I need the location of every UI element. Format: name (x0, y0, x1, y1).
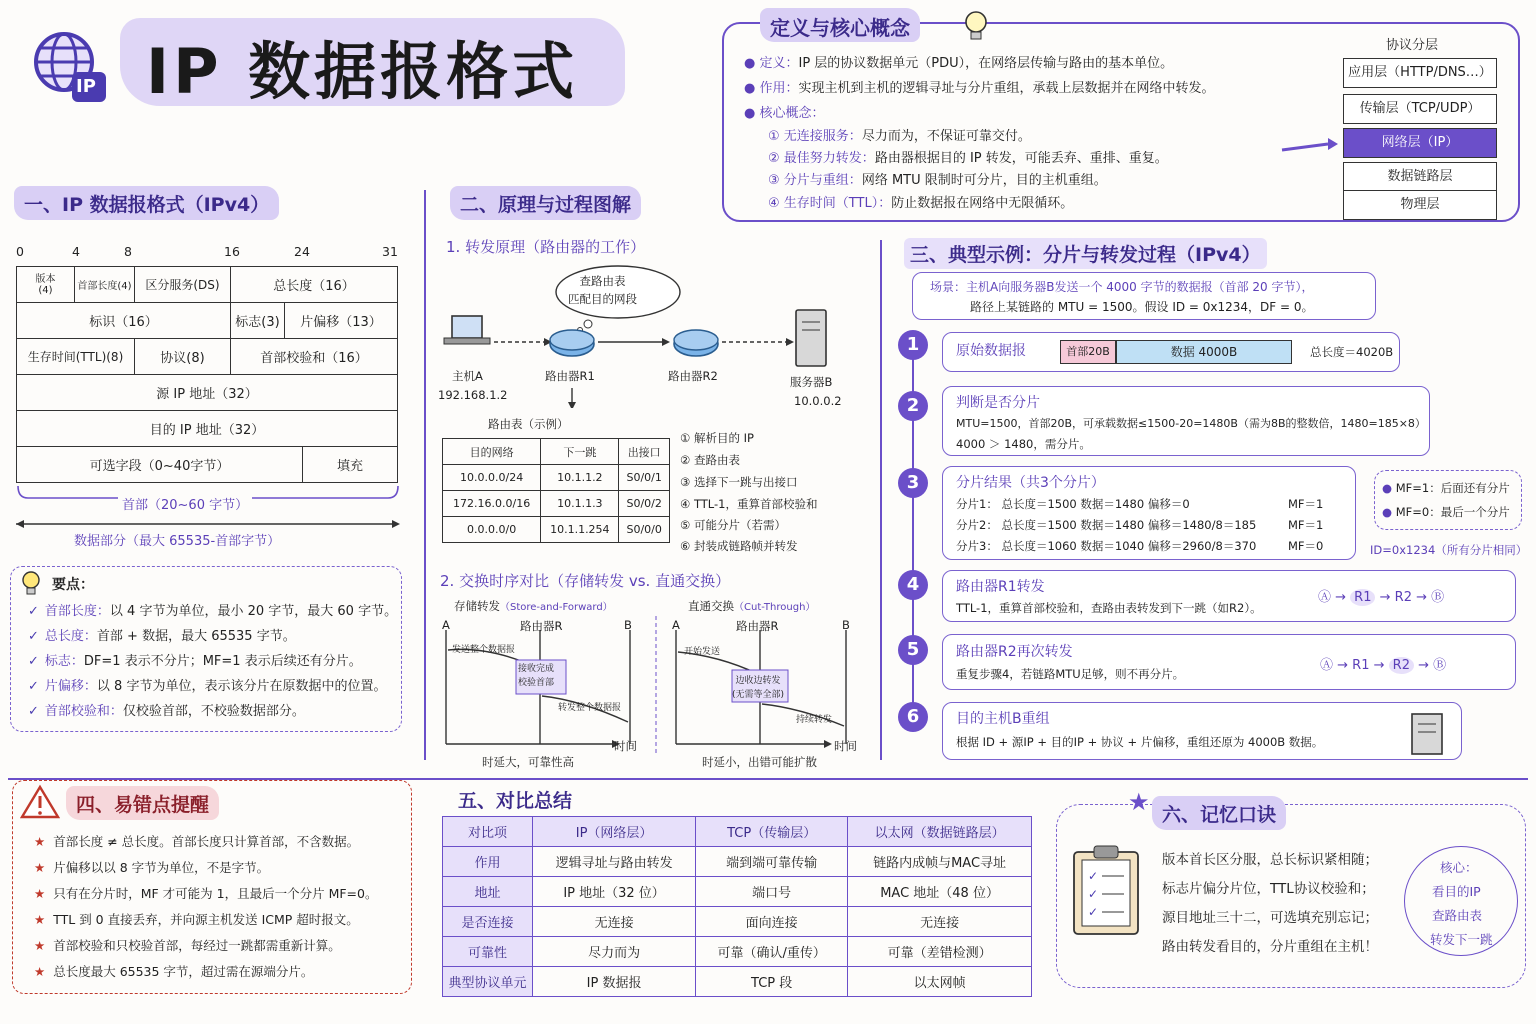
section5-title: 五、对比总结 (458, 790, 573, 812)
bit-16: 16 (224, 244, 240, 259)
sf-box: 接收完成 校验首部 (518, 664, 555, 688)
table-row: 0.0.0.0/0 10.1.1.254 S0/0/0 (443, 517, 670, 543)
def-item-2: ● 作用：实现主机到主机的逻辑寻址与分片重组，承载上层数据并在网络中转发。 (744, 81, 1215, 96)
field-checksum: 首部校验和（16） (231, 339, 398, 375)
mnemonic-line-2: 标志片偏分片位，TTL协议校验和； (1162, 881, 1375, 897)
layers-title: 协议分层 (1386, 38, 1439, 53)
sf-label-2: 转发整个数据报 (558, 703, 622, 713)
router-step-1: ① 解析目的 IP (680, 431, 754, 445)
id-note: ID=0x1234（所有分片相同） (1370, 543, 1528, 557)
fragment-row-1: 分片1： 总长度＝1500 数据＝1480 偏移＝0 (956, 497, 1190, 511)
layer-application: 应用层（HTTP/DNS…） (1343, 58, 1497, 88)
step4-path: Ⓐ → R1 → R2 → Ⓑ (1318, 590, 1445, 605)
field-ttl: 生存时间(TTL)(8) (17, 339, 135, 375)
step1-title: 原始数据报 (956, 343, 1026, 359)
comparison-table: 对比项 IP（网络层） TCP（传输层） 以太网（数据链路层） 作用 逻辑寻址与路由转发 端到端可靠传输 链路内成帧与MAC寻址 地址 IP 地址（32 位） 端口号 MAC 地址（48 位） 是否连接 无连接 面向连接 无连接 可靠性 尽力而为 可靠（确认/重传） 可靠（差错检测） 典型协议单元 IP 数据报 TCP 段 以太网帧 (442, 816, 1032, 997)
concept-3: ③ 分片与重组：网络 MTU 限制时可分片，目的主机重组。 (768, 173, 1107, 188)
field-total-length: 总长度（16） (231, 267, 398, 303)
fragment-row-3: 分片3： 总长度＝1060 数据＝1040 偏移＝2960/8＝370 (956, 539, 1257, 553)
section3-title: 三、典型示例：分片与转发过程（IPv4） (904, 238, 1267, 269)
page-title: IP 数据报格式 (146, 35, 579, 108)
server-icon (1406, 710, 1452, 756)
step6-title: 目的主机B重组 (956, 711, 1050, 727)
fragment-mf-3: MF＝0 (1288, 539, 1324, 553)
layer-transport: 传输层（TCP/UDP） (1343, 94, 1497, 124)
data-length-label: 数据部分（最大 65535-首部字节） (74, 534, 281, 549)
step5-path: Ⓐ → R1 → R2 → Ⓑ (1320, 658, 1447, 673)
mnemonic-line-4: 路由转发看目的，分片重组在主机！ (1162, 939, 1378, 955)
mistake-3: ★ 只有在分片时，MF 才可能为 1，且最后一个分片 MF=0。 (34, 886, 378, 901)
field-src-ip: 源 IP 地址（32） (17, 375, 398, 411)
lightbulb-icon (18, 568, 44, 598)
table-row: 地址 IP 地址（32 位） 端口号 MAC 地址（48 位） (443, 877, 1032, 907)
field-flags: 标志(3) (231, 303, 285, 339)
step4-line: TTL-1，重算首部校验和，查路由表转发到下一跳（如R2）。 (956, 601, 1262, 615)
section4-title: 四、易错点提醒 (66, 786, 219, 820)
bit-0: 0 (16, 244, 24, 259)
arrow-right-icon (1280, 138, 1338, 158)
def-item-3: ● 核心概念： (744, 106, 825, 121)
field-dst-ip: 目的 IP 地址（32） (17, 411, 398, 447)
router-step-2: ② 查路由表 (680, 453, 740, 467)
time-axis: 时间 (834, 739, 857, 753)
step-number: 3 (898, 468, 928, 498)
table-row: 典型协议单元 IP 数据报 TCP 段 以太网帧 (443, 967, 1032, 997)
key-points-title: 要点： (52, 577, 94, 593)
globe-icon (26, 28, 112, 108)
bit-24: 24 (294, 244, 310, 259)
router-step-4: ④ TTL-1，重算首部校验和 (680, 497, 818, 511)
original-header-bar: 首部20B (1060, 340, 1116, 364)
table-row: 可靠性 尽力而为 可靠（确认/重传） 可靠（差错检测） (443, 937, 1032, 967)
scenario-line-1: 场景：主机A向服务器B发送一个 4000 字节的数据报（首部 20 字节）， (930, 280, 1314, 294)
field-ihl: 首部长度(4) (75, 267, 135, 303)
time-axis: 时间 (614, 739, 637, 753)
def-item-1: ● 定义：IP 层的协议数据单元（PDU），在网络层传输与路由的基本单位。 (744, 56, 1174, 71)
step4-title: 路由器R1转发 (956, 579, 1045, 595)
server-b-ip: 10.0.0.2 (794, 394, 842, 408)
core-title: 核心： (1440, 860, 1478, 875)
original-data-bar: 数据 4000B (1116, 340, 1292, 364)
step-number: 1 (898, 330, 928, 360)
sf-label-1: 发送整个数据报 (452, 645, 516, 655)
ct-label-1: 开始发送 (684, 647, 721, 657)
table-row: 作用 逻辑寻址与路由转发 端到端可靠传输 链路内成帧与MAC寻址 (443, 847, 1032, 877)
concept-4: ④ 生存时间（TTL）：防止数据报在网络中无限循环。 (768, 196, 1074, 211)
divider (880, 240, 882, 760)
table-row: 172.16.0.0/16 10.1.1.3 S0/0/2 (443, 491, 670, 517)
step2-line-2: 4000 ＞ 1480，需分片。 (956, 437, 1091, 451)
fragment-row-2: 分片2： 总长度＝1500 数据＝1480 偏移＝1480/8＝185 (956, 518, 1257, 532)
mistake-2: ★ 片偏移以以 8 字节为单位，不是字节。 (34, 860, 270, 875)
section2-title: 二、原理与过程图解 (450, 186, 641, 220)
key-point-4: ✓ 片偏移：以 8 字节为单位，表示该分片在原数据中的位置。 (28, 679, 387, 694)
timing-router: 路由器R (736, 619, 779, 633)
svg-text:✓: ✓ (1088, 887, 1099, 901)
core-item-1: 看目的IP (1432, 884, 1481, 899)
step3-title: 分片结果（共3个分片） (956, 475, 1105, 491)
warning-icon (20, 784, 60, 820)
timing-b: B (624, 618, 632, 632)
ct-label-2: 持续转发 (796, 715, 833, 725)
step-number: 6 (898, 702, 928, 732)
step6-line: 根据 ID + 源IP + 目的IP + 协议 + 片偏移，重组还原为 4000B 数据。 (956, 735, 1324, 749)
sf-title: 存储转发（Store-and-Forward） (454, 599, 613, 613)
subsection-timing: 2. 交换时序对比（存储转发 vs. 直通交换） (440, 572, 731, 590)
bit-31: 31 (382, 244, 398, 259)
table-row: 10.0.0.0/24 10.1.1.2 S0/0/1 (443, 465, 670, 491)
mistake-4: ★ TTL 到 0 直接丢弃，并向源主机发送 ICMP 超时报文。 (34, 912, 359, 927)
clipboard-icon (1068, 842, 1146, 938)
sf-note: 时延大，可靠性高 (482, 755, 574, 769)
routing-table: 目的网络 下一跳 出接口 10.0.0.0/24 10.1.1.2 S0/0/1 172.16.0.0/16 10.1.1.3 S0/0/2 0.0.0.0/0 10.1.1.254 S0/0/0 (442, 438, 670, 543)
layer-network: 网络层（IP） (1343, 128, 1497, 158)
cloud-text: 查路由表 匹配目的网段 (568, 274, 637, 306)
scenario-line-2: 路径上某链路的 MTU = 1500。假设 ID = 0x1234，DF = 0。 (970, 300, 1314, 314)
field-padding: 填充 (303, 447, 398, 483)
routing-table-title: 路由表（示例） (488, 417, 569, 431)
key-point-1: ✓ 首部长度：以 4 字节为单位，最小 20 字节，最大 60 字节。 (28, 604, 398, 619)
timing-router: 路由器R (520, 619, 563, 633)
mnemonic-line-1: 版本首长区分服，总长标识紧相随； (1162, 852, 1378, 868)
field-fragment-offset: 片偏移（13） (285, 303, 398, 339)
router-step-5: ⑤ 可能分片（若需） (680, 518, 786, 532)
concept-2: ② 最佳努力转发：路由器根据目的 IP 转发，可能丢弃、重排、重复。 (768, 151, 1168, 166)
mistake-6: ★ 总长度最大 65535 字节，超过需在源端分片。 (34, 964, 314, 979)
step-number: 4 (898, 570, 928, 600)
key-point-3: ✓ 标志：DF=1 表示不分片；MF=1 表示后续还有分片。 (28, 654, 362, 669)
mf0-legend: ● MF=0：最后一个分片 (1382, 505, 1510, 519)
concept-1: ① 无连接服务：尽力而为，不保证可靠交付。 (768, 129, 1031, 144)
timing-diagram (440, 616, 870, 756)
subsection-forwarding: 1. 转发原理（路由器的工作） (446, 238, 646, 256)
mnemonic-line-3: 源目地址三十二，可选填充别忘记； (1162, 910, 1378, 926)
field-version: 版本 (4) (17, 267, 75, 303)
ip-header-table (16, 266, 398, 303)
key-point-5: ✓ 首部校验和：仅校验首部，不校验数据部分。 (28, 704, 305, 719)
original-total: 总长度＝4020B (1310, 345, 1394, 359)
definition-title: 定义与核心概念 (760, 8, 920, 42)
step5-line: 重复步骤4，若链路MTU足够，则不再分片。 (956, 667, 1185, 681)
step5-title: 路由器R2再次转发 (956, 644, 1073, 660)
field-protocol: 协议(8) (135, 339, 231, 375)
mistake-1: ★ 首部长度 ≠ 总长度。首部长度只计算首部，不含数据。 (34, 834, 360, 849)
host-a-ip: 192.168.1.2 (438, 388, 508, 402)
field-options: 可选字段（0~40字节） (17, 447, 303, 483)
divider (424, 190, 426, 760)
router-step-6: ⑥ 封装成链路帧并转发 (680, 539, 798, 553)
mf1-legend: ● MF=1：后面还有分片 (1382, 481, 1510, 495)
star-icon: ★ (1128, 788, 1150, 816)
mistake-5: ★ 首部校验和只校验首部，每经过一跳都需重新计算。 (34, 938, 341, 953)
table-row: 是否连接 无连接 面向连接 无连接 (443, 907, 1032, 937)
host-a-label: 主机A (452, 369, 483, 383)
lightbulb-icon (958, 6, 994, 46)
logo-text: IP (76, 76, 96, 97)
timing-b: B (842, 618, 850, 632)
layer-physical: 物理层 (1343, 190, 1497, 220)
router-step-3: ③ 选择下一跳与出接口 (680, 475, 798, 489)
server-b-label: 服务器B (790, 375, 833, 389)
step-number: 5 (898, 635, 928, 665)
router-r1-label: 路由器R1 (545, 369, 595, 383)
core-item-3: 转发下一跳 (1430, 932, 1493, 947)
ct-title: 直通交换（Cut-Through） (688, 599, 816, 613)
mf-legend (1374, 470, 1522, 530)
step2-title: 判断是否分片 (956, 395, 1040, 411)
layer-datalink: 数据链路层 (1343, 162, 1497, 192)
timing-a: A (672, 618, 680, 632)
bit-8: 8 (124, 244, 132, 259)
fragment-mf-2: MF＝1 (1288, 518, 1324, 532)
section6-title: 六、记忆口诀 (1152, 796, 1286, 830)
header-length-label: 首部（20~60 字节） (118, 494, 252, 513)
ct-box: 边收边转发 (无需等全部) (732, 676, 785, 700)
step2-line-1: MTU=1500，首部20B，可承载数据≤1500-20=1480B（需为8B的整数倍，1480=185×8） (956, 417, 1426, 430)
timing-a: A (442, 618, 450, 632)
field-ds: 区分服务(DS) (135, 267, 231, 303)
bit-4: 4 (72, 244, 80, 259)
step-number: 2 (898, 391, 928, 421)
svg-text:✓: ✓ (1088, 905, 1099, 919)
field-id: 标识（16） (17, 303, 231, 339)
core-item-2: 查路由表 (1432, 908, 1483, 923)
section1-title: 一、IP 数据报格式（IPv4） (14, 186, 279, 220)
router-r2-label: 路由器R2 (668, 369, 718, 383)
ct-note: 时延小，出错可能扩散 (702, 755, 817, 769)
svg-text:✓: ✓ (1088, 869, 1099, 883)
key-point-2: ✓ 总长度：首部 + 数据，最大 65535 字节。 (28, 629, 296, 644)
fragment-mf-1: MF＝1 (1288, 497, 1324, 511)
